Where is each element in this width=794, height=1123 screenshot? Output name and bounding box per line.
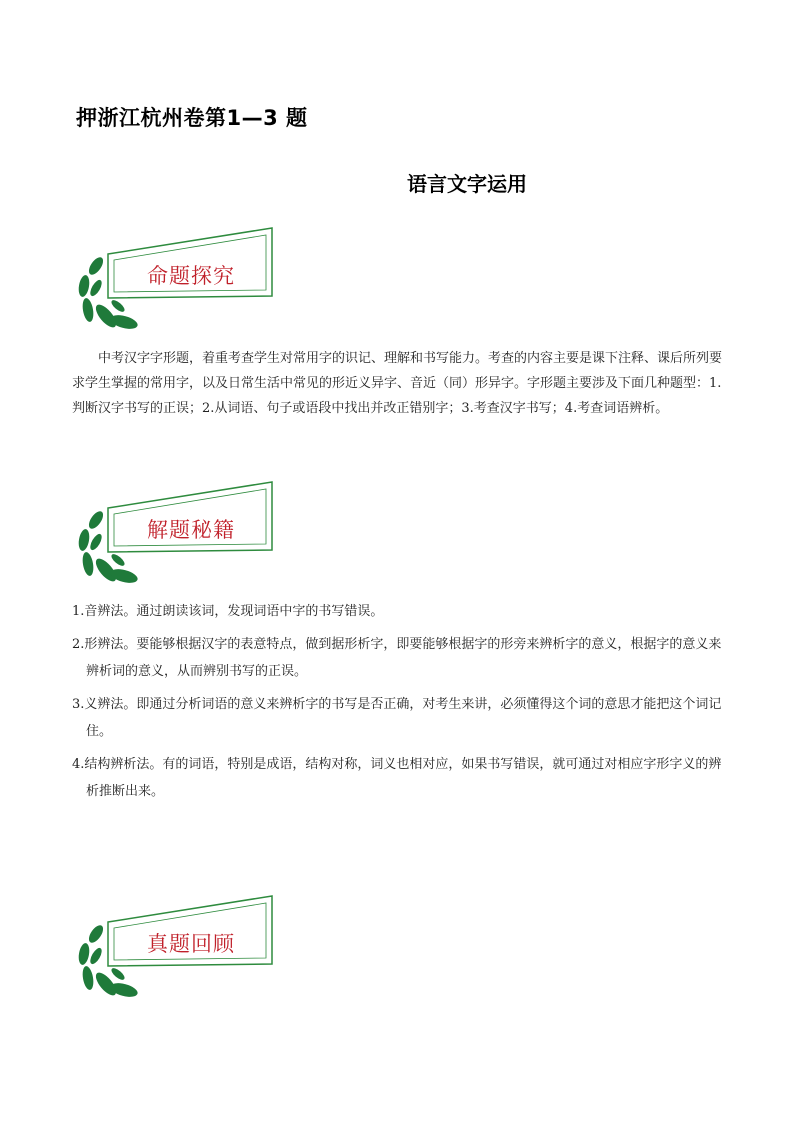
intro-paragraph bbox=[72, 346, 722, 421]
list-item: 4.结构辨析法。有的词语，特别是成语，结构对称，词义也相对应，如果书写错误，就可通过对相应字形字义的辨析推断出来。 bbox=[72, 757, 722, 799]
intro-text: 中考汉字字形题，着重考查学生对常用字的识记、理解和书写能力。考查的内容主要是课下注释、课后所列要求学生掌握的常用字，以及日常生活中常见的形近义异字、音近（同）形异字。字形题主要涉及下面几种题型：1.判断汉字书写的正误；2.从词语、句子或语段中找出并改正错别字；3.考查汉字书写；4.考查词语辨析。 bbox=[72, 351, 723, 416]
list-item: 2.形辨法。要能够根据汉字的表意特点，做到据形析字，即要能够根据字的形旁来辨析字的意义，根据字的意义来辨析词的意义，从而辨别书写的正误。 bbox=[72, 637, 722, 679]
section-banner-zhenti bbox=[66, 894, 292, 1009]
list-item: 1.音辨法。通过朗读该词，发现词语中字的书写错误。 bbox=[72, 604, 384, 619]
document-subtitle: 语言文字运用 bbox=[407, 172, 527, 196]
section-label: 解题秘籍 bbox=[147, 518, 235, 542]
section-label: 真题回顾 bbox=[147, 932, 235, 956]
list-item: 3.义辨法。即通过分析词语的意义来辨析字的书写是否正确，对考生来讲，必须懂得这个词的意思才能把这个词记住。 bbox=[72, 697, 722, 739]
document-title: 押浙江杭州卷第1—3 题 bbox=[76, 106, 308, 130]
section-banner-mingti bbox=[66, 226, 292, 341]
tips-list bbox=[72, 598, 724, 811]
section-banner-jieti bbox=[66, 480, 292, 595]
section-label: 命题探究 bbox=[147, 264, 235, 288]
